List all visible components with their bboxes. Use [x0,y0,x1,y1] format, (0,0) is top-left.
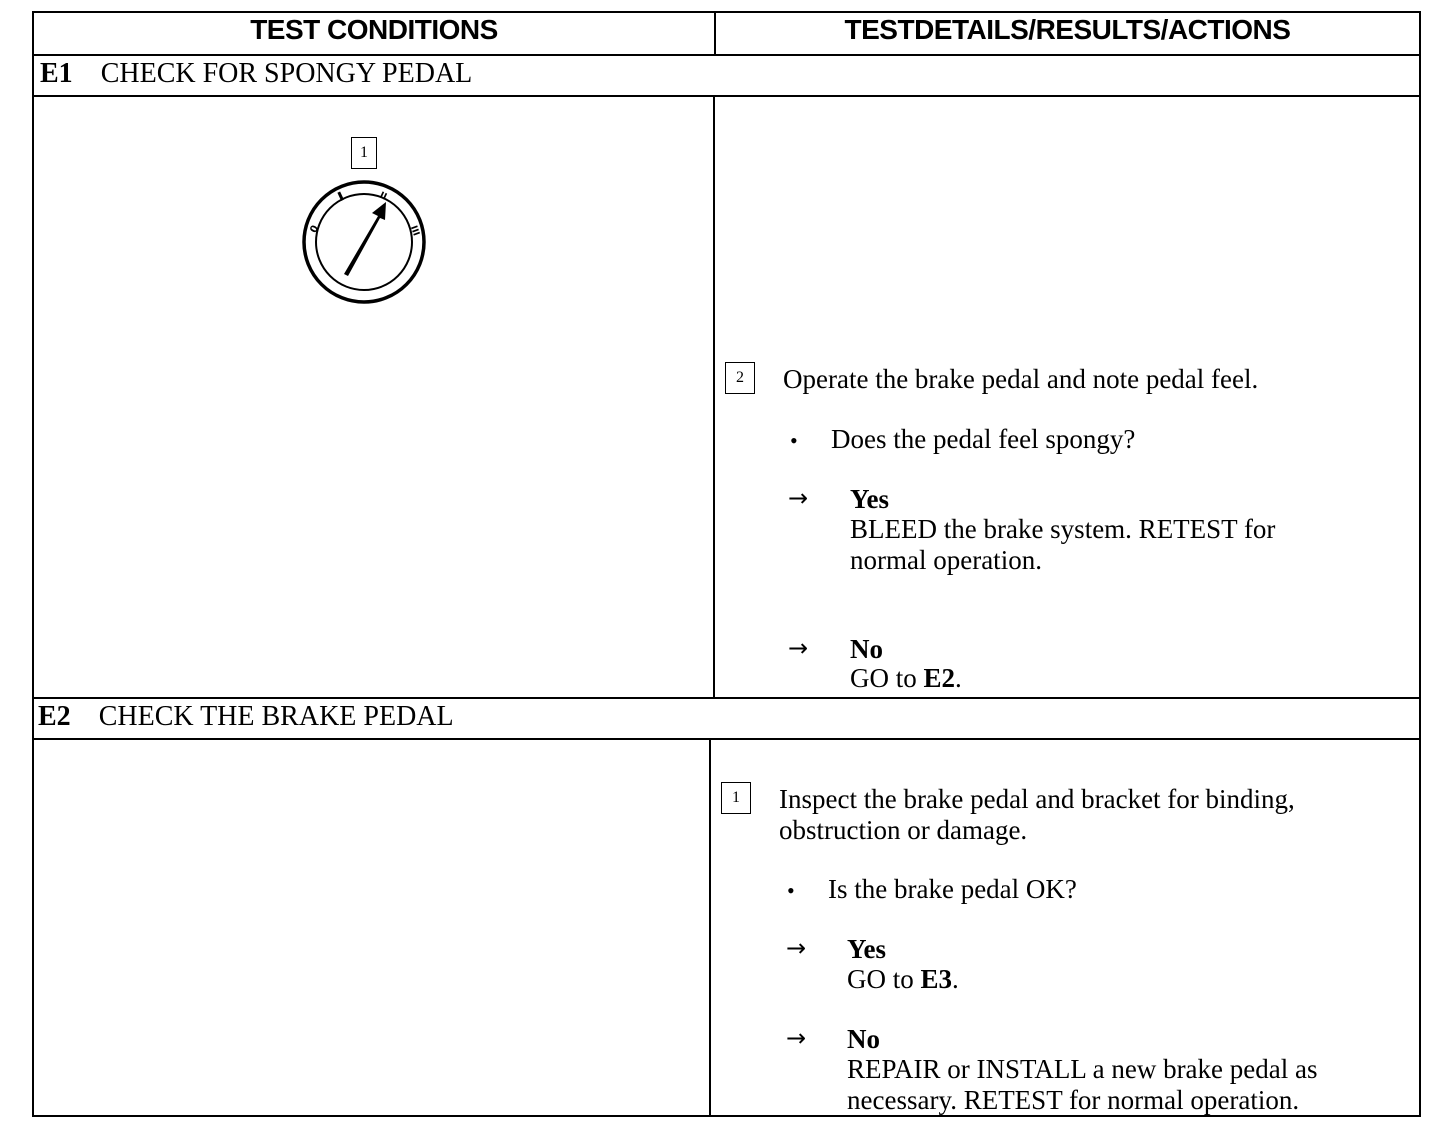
e1-column-divider [713,96,715,698]
e1-step-question: Does the pedal feel spongy? [831,424,1136,454]
e1-step-number: 2 [725,362,755,394]
section-heading-e2: CHECK THE BRAKE PEDAL [98,701,454,732]
e2-yes-action [847,964,959,995]
e1-yes-action: BLEED the brake system. RETEST for normal operation. [850,514,1276,575]
e1-no-label: No [850,634,883,664]
e1-step-instruction: Operate the brake pedal and note pedal feel. [783,364,1259,394]
e2-yes-action-prefix: GO to [847,964,921,994]
e2-yes-action-suffix: . [952,964,959,994]
e2-step-instruction: Inspect the brake pedal and bracket for binding, obstruction or damage. [779,784,1295,845]
e1-no-action-prefix: GO to [850,663,924,693]
e1-yes-label: Yes [850,484,889,514]
svg-text:III: III [407,224,421,238]
e2-question-bullet: • [787,878,795,903]
e1-e2-separator [32,697,1421,699]
condition-step-number: 1 [351,137,377,169]
e2-yes-arrow-icon: → [786,934,807,962]
e2-step-question: Is the brake pedal OK? [828,874,1077,904]
section-title-e2 [38,701,454,733]
e1-no-action [850,663,962,694]
header-test-details: TESTDETAILS/RESULTS/ACTIONS [844,14,1291,45]
e2-step-number: 1 [721,782,751,814]
e2-yes-label: Yes [847,934,886,964]
e2-no-action: REPAIR or INSTALL a new brake pedal as necessary. RETEST for normal operation. [847,1054,1318,1115]
e2-column-divider [709,739,711,1116]
e1-no-arrow-icon: → [788,634,809,662]
e2-no-label: No [847,1024,880,1054]
header-test-conditions: TEST CONDITIONS [250,14,498,45]
e1-no-action-suffix: . [955,663,962,693]
section-id-e2: E2 [38,701,71,732]
section-title-e1 [40,58,472,90]
svg-text:II: II [377,190,389,203]
e1-yes-arrow-icon: → [788,484,809,512]
header-separator [32,54,1421,56]
svg-text:0: 0 [308,223,322,236]
e2-no-arrow-icon: → [786,1024,807,1052]
e2-title-separator [32,738,1421,740]
e1-no-action-ref: E2 [923,663,956,693]
section-heading-e1: CHECK FOR SPONGY PEDAL [100,58,473,89]
section-id-e1: E1 [40,58,73,89]
e1-question-bullet: • [790,428,798,453]
e1-title-separator [32,95,1421,97]
ignition-switch-icon [298,180,430,304]
e2-yes-action-ref: E3 [920,964,953,994]
